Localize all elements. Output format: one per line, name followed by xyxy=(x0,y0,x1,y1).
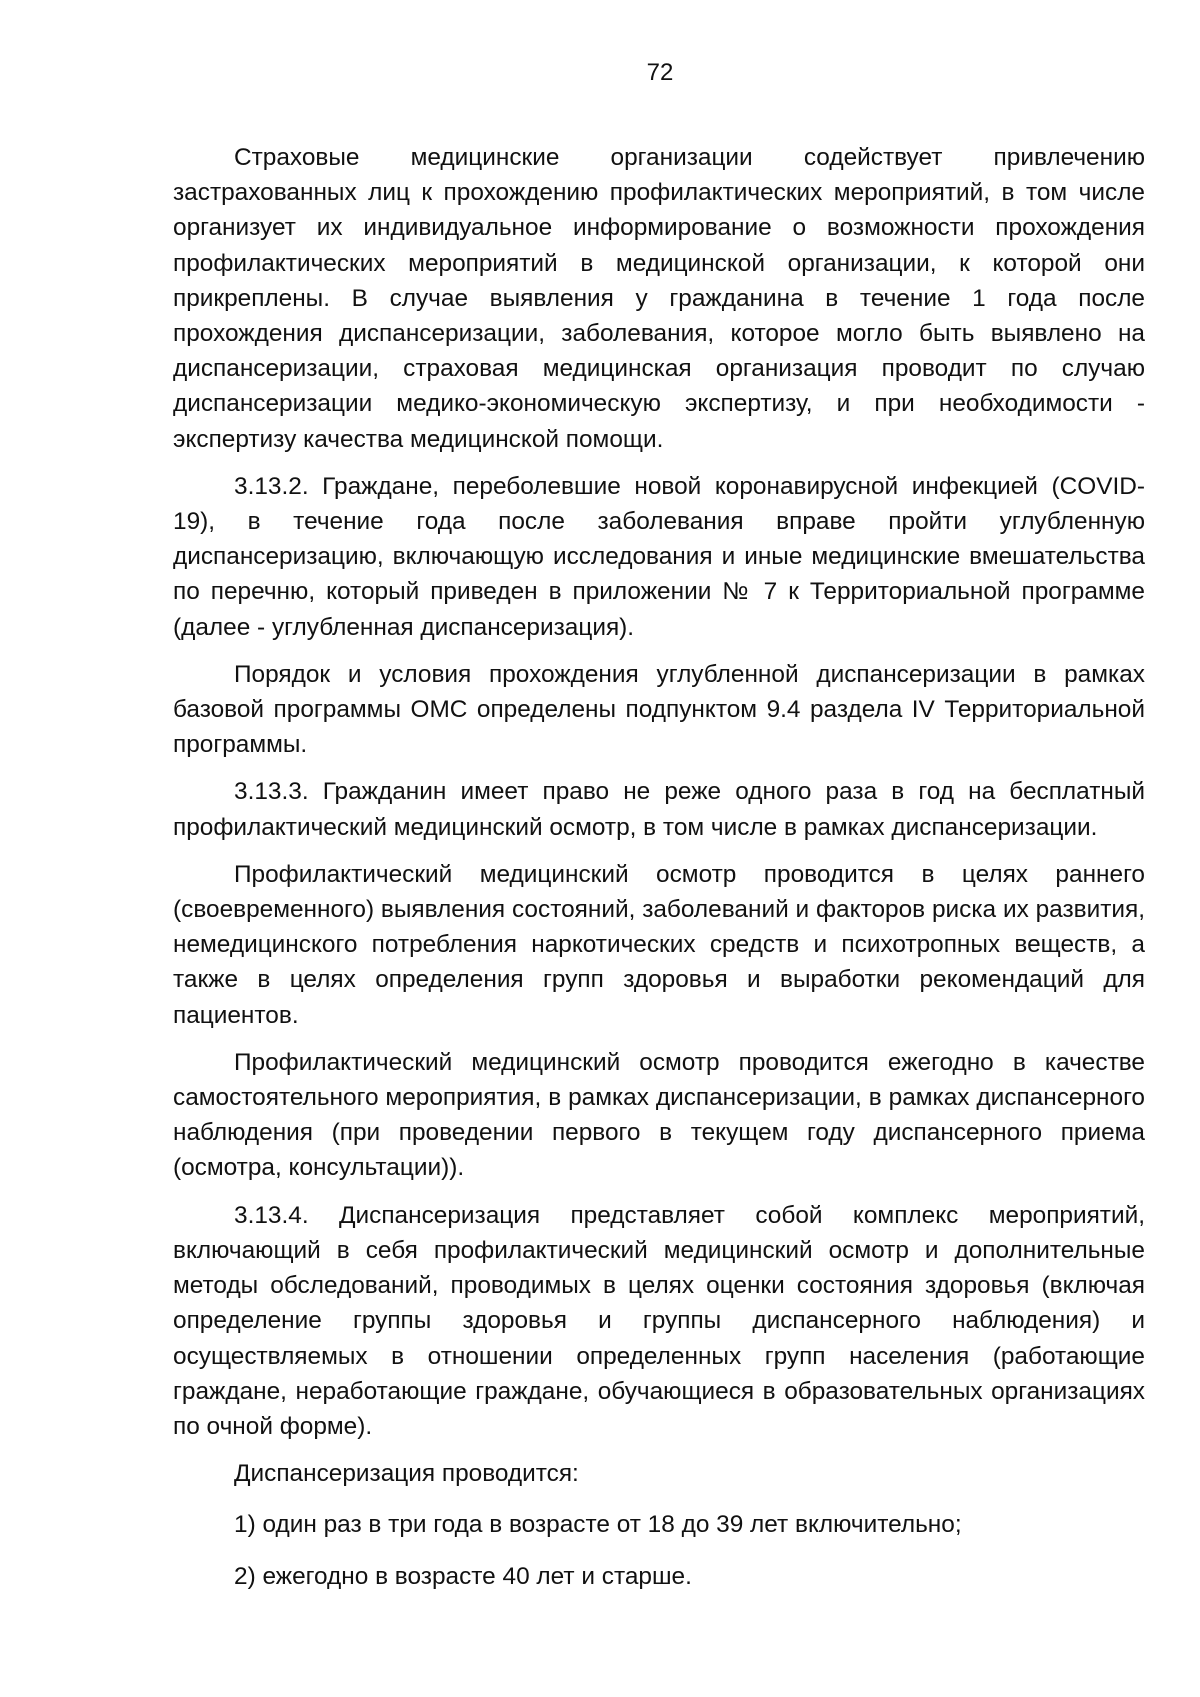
paragraph-3-13-2: 3.13.2. Граждане, переболевшие новой коронавирусной инфекцией (COVID-19), в течение года после заболевания вправе пройти углубленную диспансеризацию, включающую исследования и иные медицинские вмешательства по перечню, который приведен в приложении № 7 к Территориальной программе (далее - углубленная диспансеризация). xyxy=(173,472,1145,641)
paragraph-3-13-3: 3.13.3. Гражданин имеет право не реже одного раза в год на бесплатный профилактический медицинский осмотр, в том числе в рамках диспансеризации. xyxy=(173,778,1145,841)
paragraph-dispensary-conducted: Диспансеризация проводится: xyxy=(234,1460,579,1488)
paragraph-in-depth-procedure: Порядок и условия прохождения углубленной диспансеризации в рамках базовой программы ОМС определены подпунктом 9.4 раздела IV Территориальной программы. xyxy=(173,660,1145,759)
list-item-1: 1) один раз в три года в возрасте от 18 до 39 лет включительно; xyxy=(234,1511,962,1539)
page-number: 72 xyxy=(646,59,674,86)
paragraph-preventive-exam-purpose: Профилактический медицинский осмотр проводится в целях раннего (своевременного) выявления состояний, заболеваний и факторов риска их развития, немедицинского потребления наркотических средств и психотропных веществ, а также в целях определения групп здоровья и выработки рекомендаций для пациентов. xyxy=(173,860,1145,1029)
paragraph-insurance-organizations: Страховые медицинские организации содействует привлечению застрахованных лиц к прохождению профилактических мероприятий, в том числе организует их индивидуальное информирование о возможности прохождения профилактических мероприятий в медицинской организации, к которой они прикреплены. В случае выявления у гражданина в течение 1 года после прохождения диспансеризации, заболевания, которое могло быть выявлено на диспансеризации, страховая медицинская организация проводит по случаю диспансеризации медико-экономическую экспертизу, и при необходимости - экспертизу качества медицинской помощи. xyxy=(173,144,1145,453)
document-body xyxy=(173,140,1145,1610)
list-item-2: 2) ежегодно в возрасте 40 лет и старше. xyxy=(234,1562,692,1590)
paragraph-preventive-exam-annual: Профилактический медицинский осмотр проводится ежегодно в качестве самостоятельного мероприятия, в рамках диспансеризации, в рамках диспансерного наблюдения (при проведении первого в текущем году диспансерного приема (осмотра, консультации)). xyxy=(173,1048,1145,1182)
paragraph-3-13-4: 3.13.4. Диспансеризация представляет собой комплекс мероприятий, включающий в себя профилактический медицинский осмотр и дополнительные методы обследований, проводимых в целях оценки состояния здоровья (включая определение группы здоровья и группы диспансерного наблюдения) и осуществляемых в отношении определенных групп населения (работающие граждане, неработающие граждане, обучающиеся в образовательных организациях по очной форме). xyxy=(173,1201,1145,1440)
